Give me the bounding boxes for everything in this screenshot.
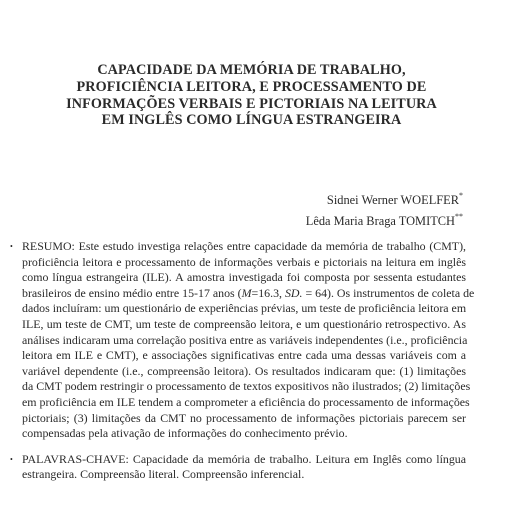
abstract-line: como língua estrangeira (ILE). A amostra investigada foi composta por sessenta estudantes [22,270,466,285]
title-line: EM INGLÊS COMO LÍNGUA ESTRANGEIRA [101,112,402,129]
sd-symbol: SD. [284,285,303,300]
abstract-line: RESUMO: Este estudo investiga relações entre capacidade da memória de trabalho (CMT), [22,239,466,253]
author-footnote-mark: ** [455,212,463,222]
abstract-line: da CMT podem restringir o processamento de textos expositivos não ilustrados; (2) limitações [22,379,471,394]
title-line: INFORMAÇÕES VERBAIS E PICTORIAIS NA LEITURA [66,95,437,112]
abstract-line: dados incluíram: um questionário de experiências prévias, um teste de proficiência leitora em [22,301,467,316]
mean-value: =16.3, [251,285,285,300]
author-footnote-mark: * [459,191,463,200]
abstract-line: análises indicaram uma correlação positiva entre as variáveis independentes (i.e., proficiência [22,332,468,347]
title-line: PROFICIÊNCIA LEITORA, E PROCESSAMENTO DE [76,78,427,95]
mean-symbol: M [241,285,252,300]
author-1 [306,188,463,209]
abstract-line-text: brasileiros de ensino médio entre 15-17 anos ( [22,285,242,300]
abstract-line: ILE, um teste de CMT, um teste de compreensão leitora, e um questionário retrospectivo. As [22,316,466,331]
abstract-line-stats [22,285,475,302]
author-name: Sidnei Werner WOELFER [326,193,459,208]
abstract-section [10,239,475,483]
paper-title [40,62,463,129]
keywords-line: estrangeira. Compreensão literal. Compreensão inferencial. [22,467,305,482]
abstract-line: proficiência leitora e processamento de informações verbais e pictoriais na leitura em inglês [22,254,466,269]
author-list [306,188,463,230]
abstract-line: variável dependente (i.e., compreensão leitora). Os resultados indicaram que: (1) limitações [22,363,466,378]
keywords-line: PALAVRAS-CHAVE: Capacidade da memória de trabalho. Leitura em Inglês como língua [22,451,466,466]
title-line: CAPACIDADE DA MEMÓRIA DE TRABALHO, [97,62,406,78]
author-2 [306,209,463,230]
abstract-line: pictoriais; (3) limitações da CMT no processamento de informações pictoriais parecem ser [22,410,466,425]
author-name: Lêda Maria Braga TOMITCH [305,214,455,229]
abstract-line: em proficiência em ILE tendem a comprometer a eficiência do processamento de informações [22,394,470,409]
sd-value: = 64). Os instrumentos de coleta de [302,285,475,300]
abstract-line: leitora em ILE e CMT), e associações significativas entre cada uma dessas variáveis com a [22,348,466,363]
keywords-paragraph [10,452,466,483]
bullet-icon: • [10,454,13,464]
abstract-line: compensadas pela ativação de informações do conhecimento prévio. [22,426,348,441]
bullet-icon: • [10,242,13,251]
abstract-paragraph [10,239,475,442]
